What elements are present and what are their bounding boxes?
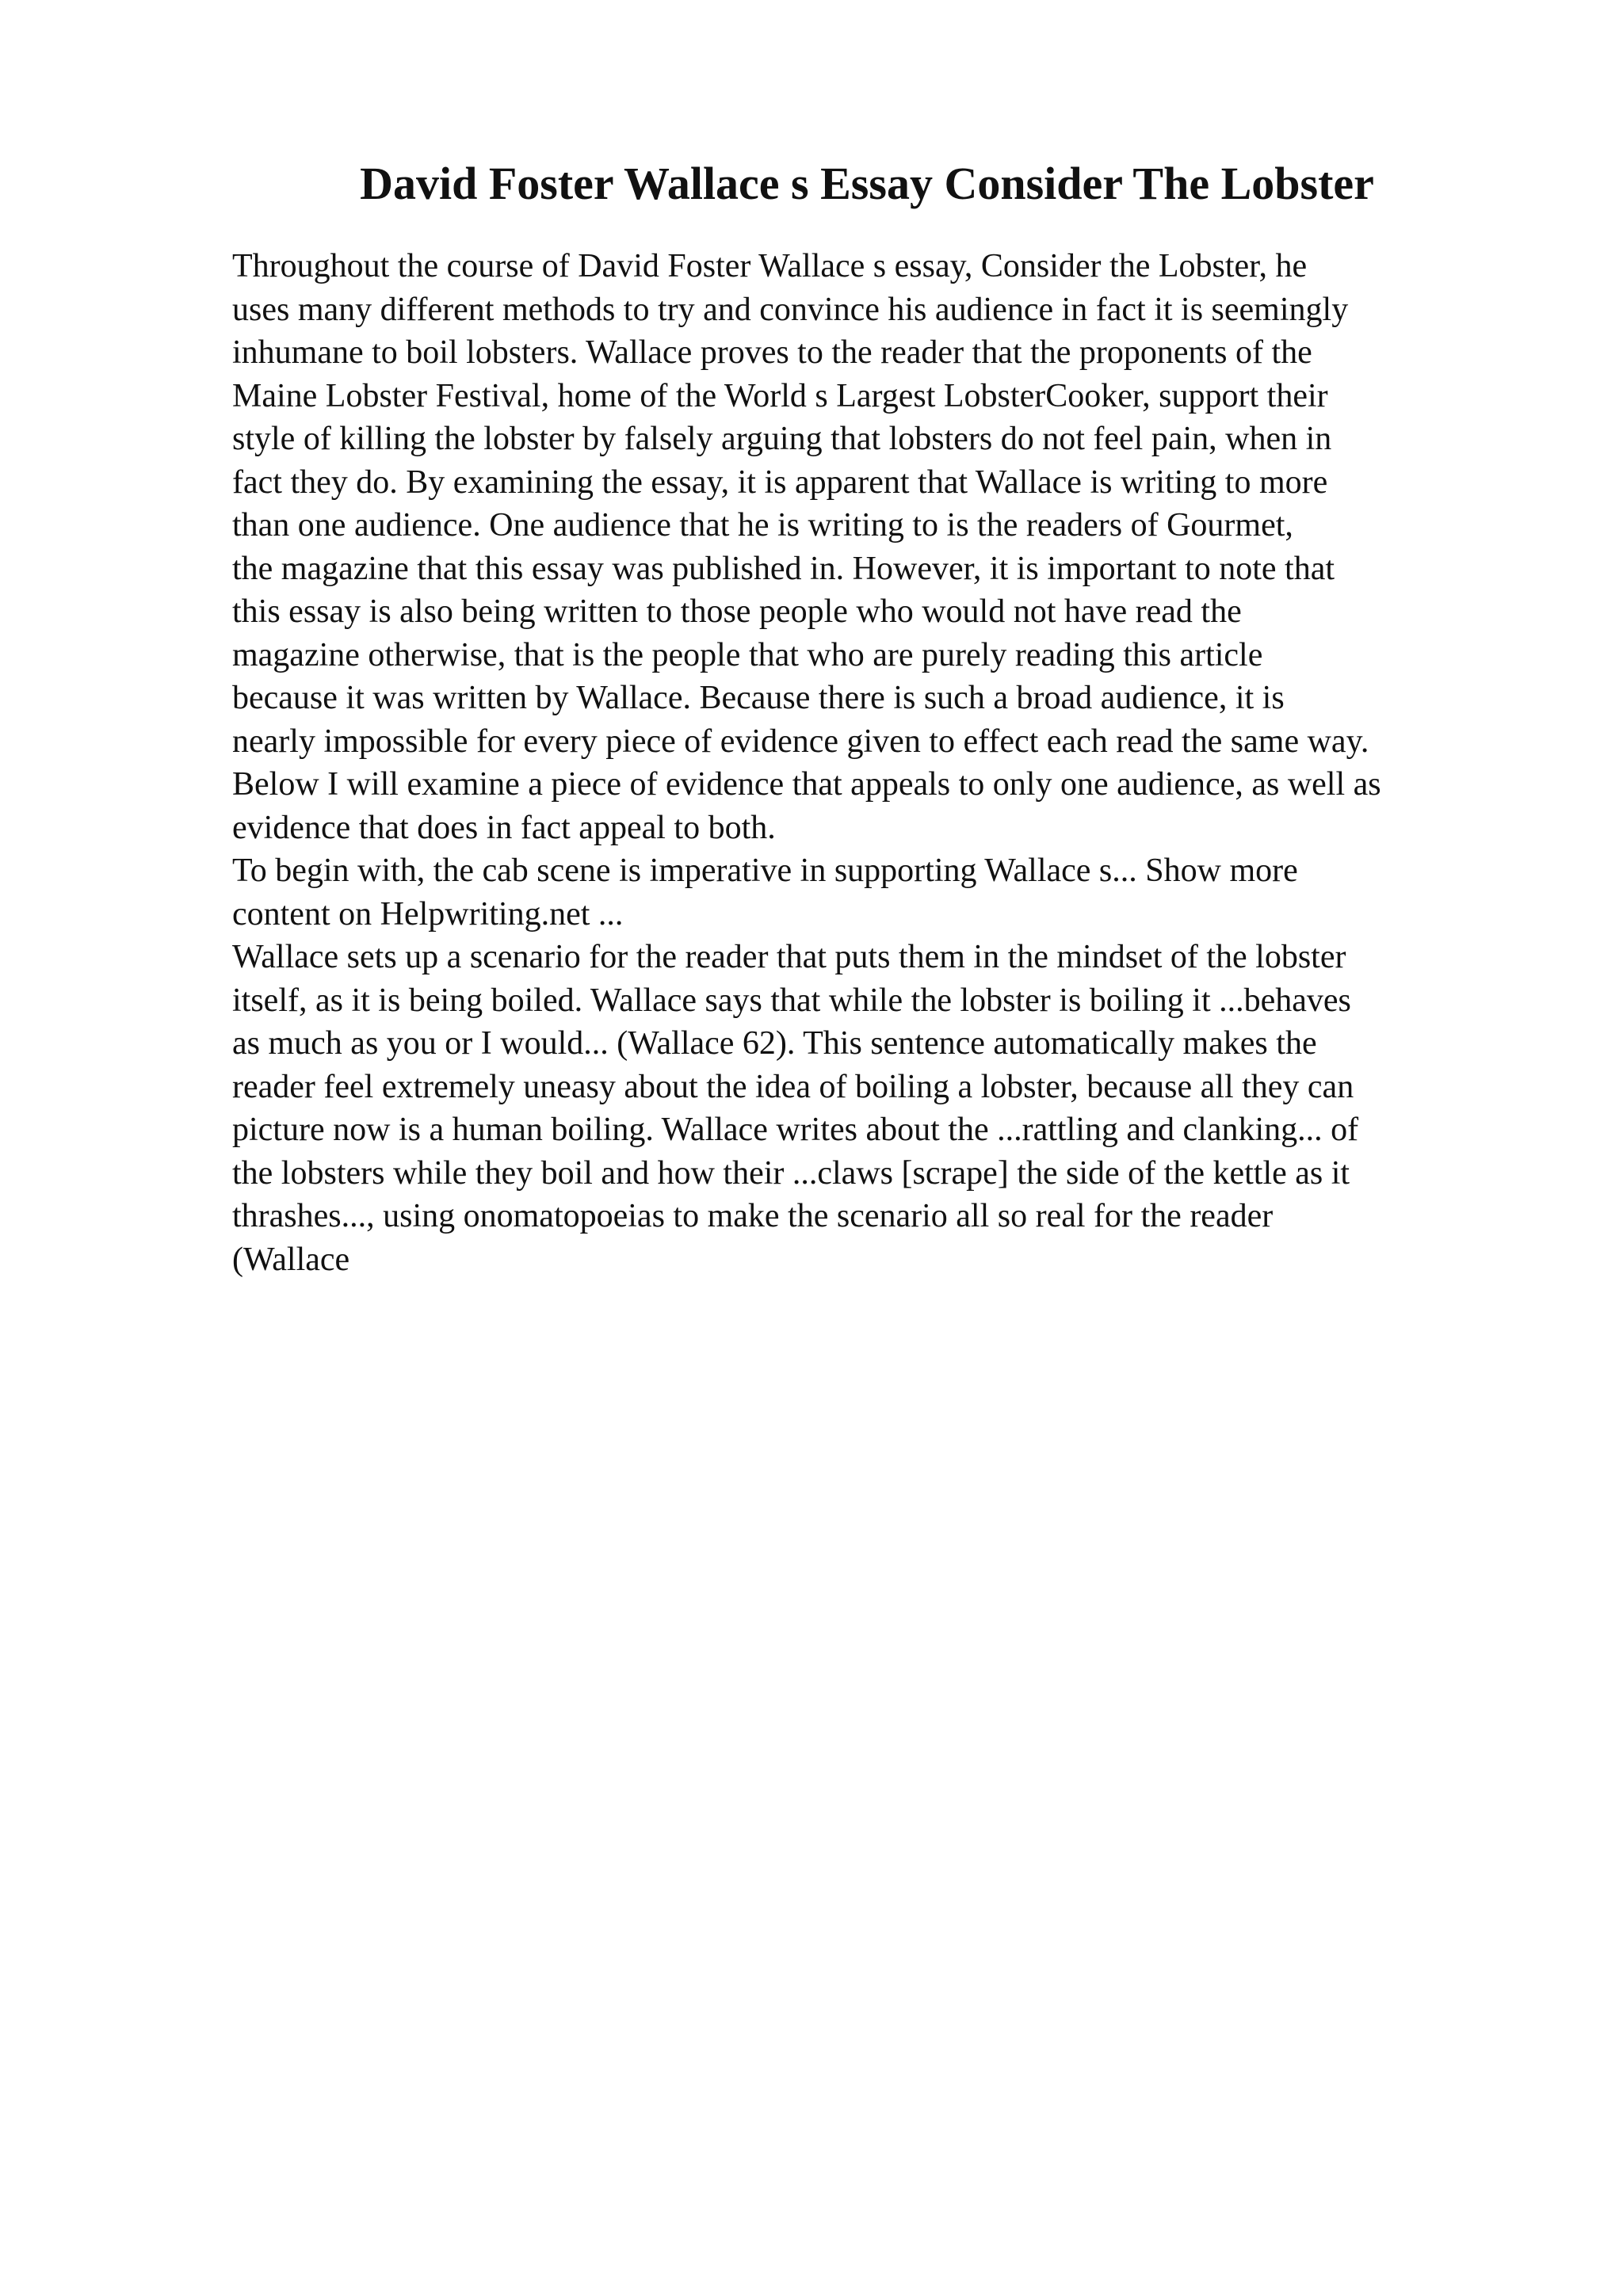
body-line: inhumane to boil lobsters. Wallace proves to the reader that the proponents of the: [232, 334, 1312, 371]
body-line: the magazine that this essay was published in. However, it is important to note that: [232, 550, 1335, 587]
body-line: evidence that does in fact appeal to both.: [232, 809, 776, 846]
body-line: magazine otherwise, that is the people that who are purely reading this article: [232, 636, 1263, 673]
body-line: nearly impossible for every piece of evidence given to effect each read the same way.: [232, 723, 1369, 760]
body-line: reader feel extremely uneasy about the idea of boiling a lobster, because all they can: [232, 1068, 1354, 1105]
body-line: than one audience. One audience that he is writing to is the readers of Gourmet,: [232, 507, 1293, 543]
body-line: style of killing the lobster by falsely arguing that lobsters do not feel pain, when in: [232, 421, 1332, 457]
body-line: picture now is a human boiling. Wallace writes about the ...rattling and clanking... of: [232, 1112, 1359, 1148]
body-line: this essay is also being written to those people who would not have read the: [232, 593, 1242, 630]
body-line: itself, as it is being boiled. Wallace says that while the lobster is boiling it ...behaves: [232, 982, 1351, 1019]
body-line: (Wallace: [232, 1241, 350, 1278]
body-line: To begin with, the cab scene is imperative in supporting Wallace s... Show more: [232, 852, 1298, 889]
document-body: [232, 245, 1532, 1281]
body-line: fact they do. By examining the essay, it is apparent that Wallace is writing to more: [232, 463, 1328, 501]
body-line: Throughout the course of David Foster Wallace s essay, Consider the Lobster, he: [232, 248, 1308, 284]
body-line: Below I will examine a piece of evidence that appeals to only one audience, as well as: [232, 766, 1381, 803]
document-title: David Foster Wallace s Essay Consider The Lobster: [360, 158, 1374, 209]
body-line: the lobsters while they boil and how their ...claws [scrape] the side of the kettle as it: [232, 1154, 1350, 1192]
body-line: because it was written by Wallace. Because there is such a broad audience, it is: [232, 680, 1285, 716]
body-line: content on Helpwriting.net ...: [232, 895, 624, 933]
body-line: Wallace sets up a scenario for the reader that puts them in the mindset of the lobster: [232, 939, 1346, 975]
body-line: thrashes..., using onomatopoeias to make the scenario all so real for the reader: [232, 1198, 1274, 1234]
body-line: uses many different methods to try and convince his audience in fact it is seemingly: [232, 291, 1349, 328]
body-line: as much as you or I would... (Wallace 62). This sentence automatically makes the: [232, 1025, 1317, 1062]
body-line: Maine Lobster Festival, home of the World s Largest LobsterCooker, support their: [232, 377, 1328, 414]
